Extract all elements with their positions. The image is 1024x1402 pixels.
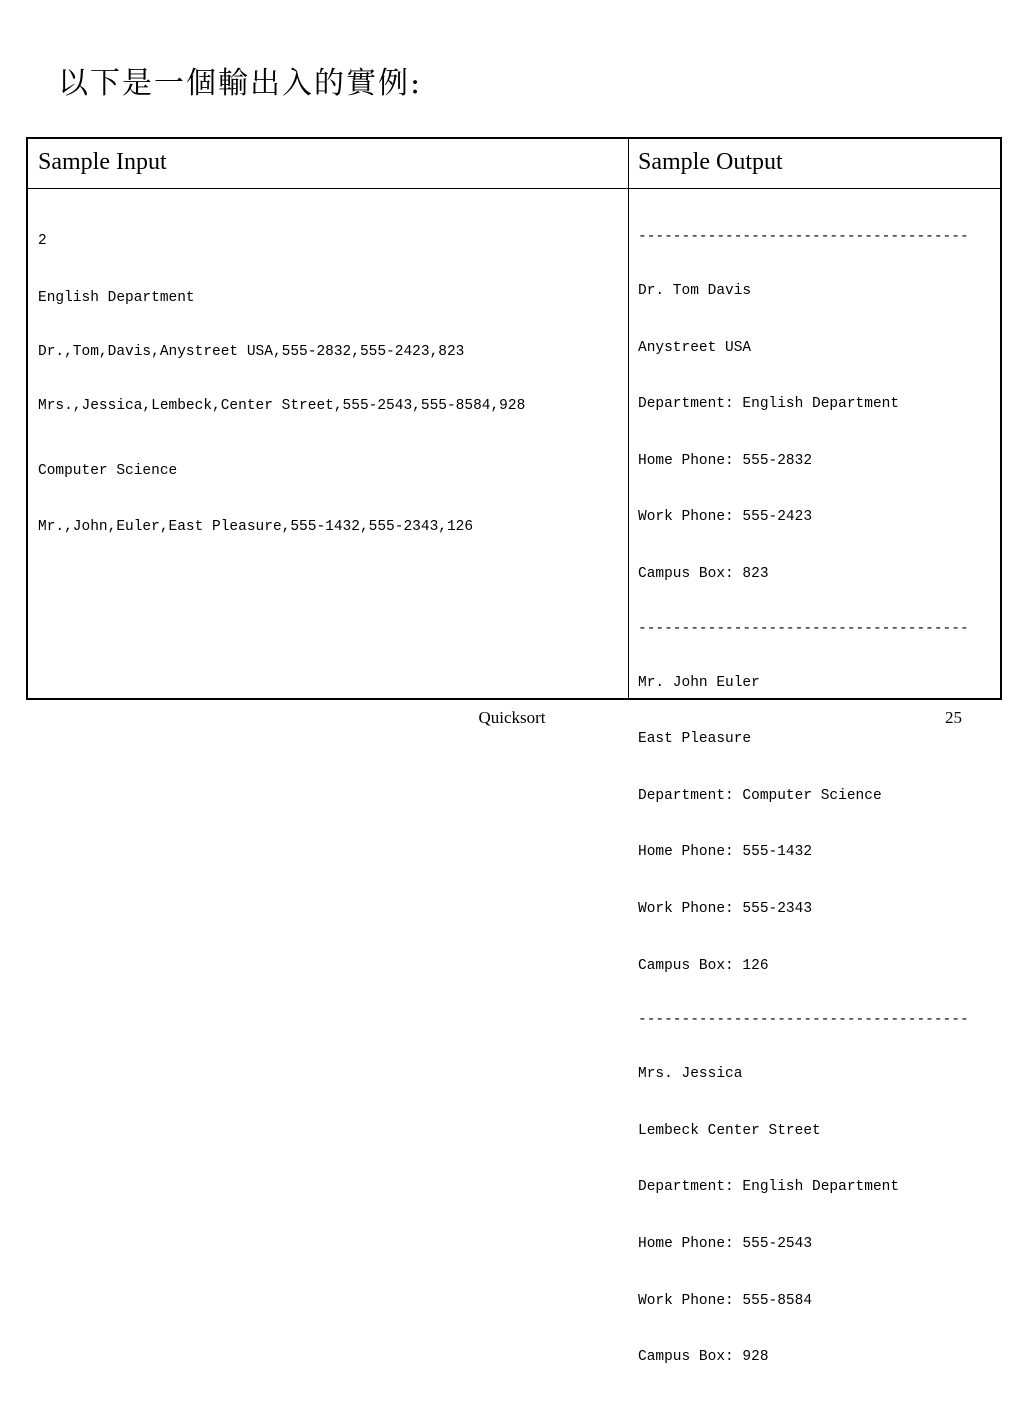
output-line: Home Phone: 555-1432 bbox=[638, 844, 813, 861]
output-line: Mrs. Jessica bbox=[638, 1066, 743, 1083]
output-line: Home Phone: 555-2543 bbox=[638, 1235, 813, 1252]
output-line: Campus Box: 928 bbox=[638, 1349, 769, 1366]
output-separator: -------------------------------------- bbox=[638, 1012, 969, 1029]
column-divider bbox=[628, 139, 629, 698]
output-line: Campus Box: 126 bbox=[638, 957, 769, 974]
slide-title: 以下是一個輸出入的實例: bbox=[58, 66, 423, 101]
sample-output-cell bbox=[638, 195, 969, 1402]
input-line: Mrs.,Jessica,Lembeck,Center Street,555-2543,555-8584,928 bbox=[38, 398, 526, 414]
input-line: Mr.,John,Euler,East Pleasure,555-1432,555-2343,126 bbox=[38, 519, 474, 535]
sample-input-cell bbox=[38, 197, 525, 572]
output-line: East Pleasure bbox=[638, 731, 752, 748]
output-line: Lembeck Center Street bbox=[638, 1122, 821, 1139]
input-line: Computer Science bbox=[38, 462, 178, 479]
output-line: Mr. John Euler bbox=[638, 674, 760, 691]
output-line: Department: English Department bbox=[638, 1179, 900, 1196]
output-line: Work Phone: 555-8584 bbox=[638, 1292, 813, 1309]
input-line: 2 bbox=[38, 233, 47, 249]
sample-input-header: Sample Input bbox=[38, 149, 167, 175]
output-line: Anystreet USA bbox=[638, 339, 752, 356]
output-line: Home Phone: 555-2832 bbox=[638, 452, 813, 469]
output-line: Campus Box: 823 bbox=[638, 565, 769, 582]
output-line: Dr. Tom Davis bbox=[638, 283, 752, 299]
output-line: Work Phone: 555-2343 bbox=[638, 900, 813, 917]
page-number: 25 bbox=[945, 708, 962, 727]
footer-label: Quicksort bbox=[478, 708, 546, 727]
output-line: Department: Computer Science bbox=[638, 787, 882, 804]
sample-output-header: Sample Output bbox=[638, 149, 783, 175]
output-separator: -------------------------------------- bbox=[638, 620, 969, 637]
output-line: Work Phone: 555-2423 bbox=[638, 509, 813, 526]
table-header-row bbox=[28, 139, 1000, 189]
output-separator: -------------------------------------- bbox=[638, 229, 969, 245]
input-line: English Department bbox=[38, 289, 195, 306]
output-line: Department: English Department bbox=[638, 396, 900, 413]
input-line: Dr.,Tom,Davis,Anystreet USA,555-2832,555-2423,823 bbox=[38, 344, 465, 360]
